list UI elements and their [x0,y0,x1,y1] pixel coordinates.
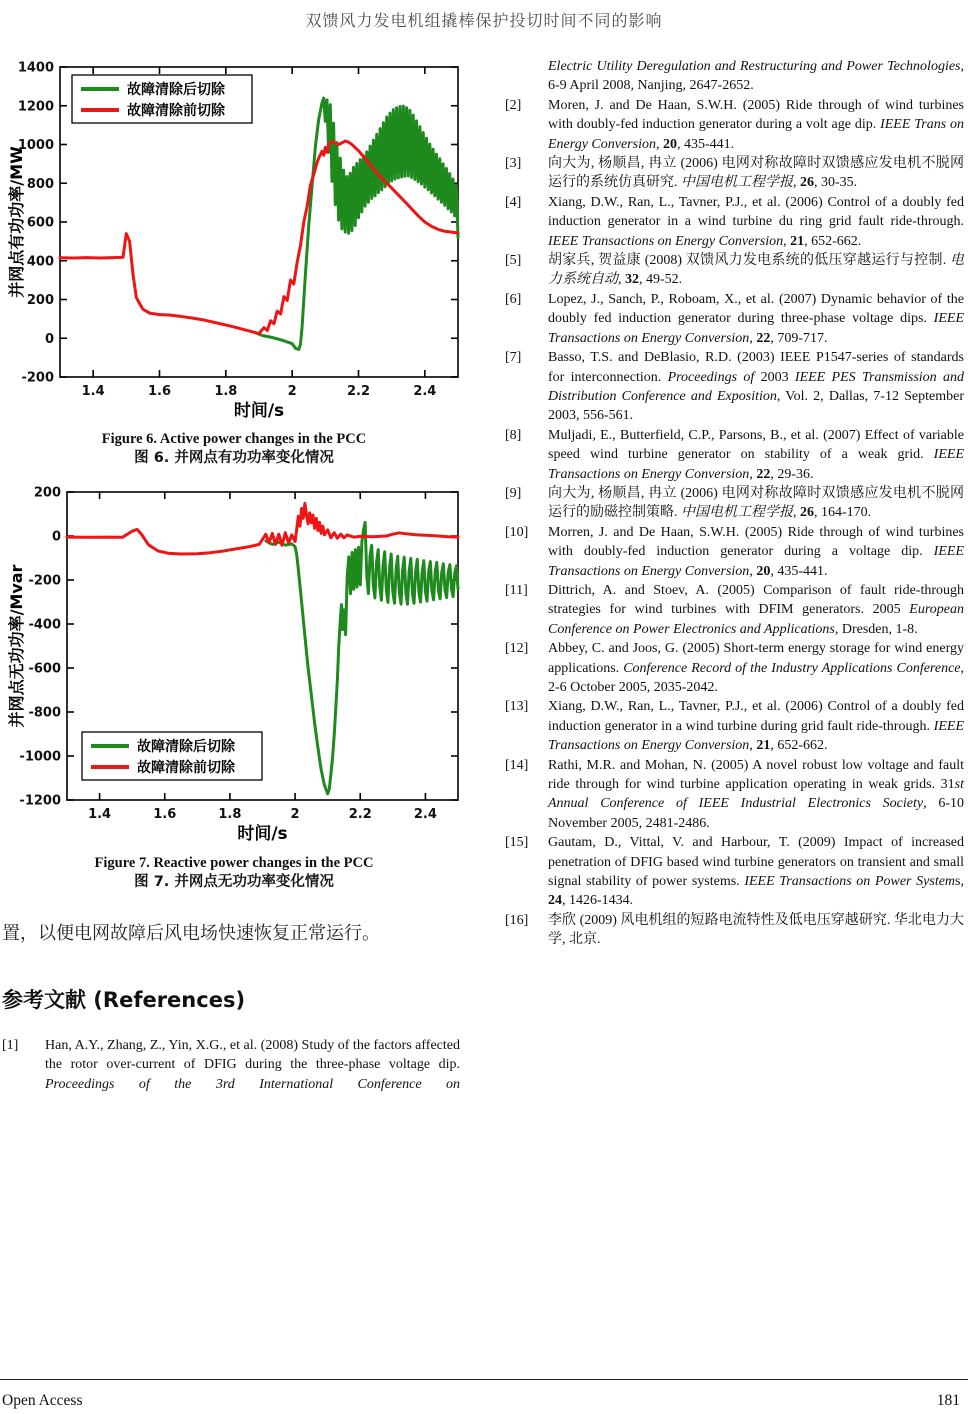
references-heading: 参考文献 (References) [2,988,246,1012]
reference-text-segment: IEEE Transactions on Energy Conversion [548,718,964,754]
reference-item [505,348,964,426]
reference-text-segment: , [749,738,757,754]
reference-label: [16] [505,912,529,928]
reference-label: [15] [505,835,529,851]
reference-text-segment: 20 [662,136,677,152]
figure-7 [8,482,468,855]
svg-text:1400: 1400 [17,60,54,76]
svg-text:1.4: 1.4 [81,384,105,399]
reference-text-segment: 中国电机工程学报 [681,505,793,521]
svg-text:-800: -800 [28,705,61,721]
reference-text-segment: Morren, J. and De Haan, S.W.H. (2005) Ride through of wind turbines with doubly-fed induction generator during a voltage dip. [548,524,964,560]
reference-text-segment: 26 [800,505,814,521]
reference-text-segment: IEEE PES Transmission and Distribution Conference and Exposition [548,369,965,404]
reference-text-segment: 26 [800,175,814,191]
legend-entry-label: 故障清除后切除 [137,739,235,755]
reference-item [505,581,964,639]
reference-text-segment: , [749,563,757,579]
references-list-left [2,1036,460,1094]
reference-text-segment: European Conference on Power Electronics and Applications [548,602,964,637]
reference-text-segment: , [749,330,757,346]
reference-text-segment: , 29-36. [770,466,814,482]
references-list-right [505,57,964,950]
footer-rule [0,1379,968,1380]
figure6-caption-zh: 图 6. 并网点有功功率变化情况 [134,450,334,466]
reference-text-segment: , 709-717. [770,330,828,346]
reference-text-segment: Han, A.Y., Zhang, Z., Yin, X.G., et al. (2008) Study of the factors affected the rotor over-current of DFIG during the three-phase voltage dip. [45,1038,460,1073]
svg-text:1.8: 1.8 [218,807,242,822]
reference-label: [13] [505,699,529,715]
reference-text-segment: Moren, J. and De Haan, S.W.H. (2005) Ride through of wind turbines with doubly-fed induction generator during a volt age dip. [548,97,964,133]
svg-text:-1200: -1200 [19,793,61,809]
svg-text:200: 200 [33,485,61,501]
reference-label: [8] [505,427,522,443]
legend-entry-label: 故障清除前切除 [127,103,225,119]
svg-text:-200: -200 [21,370,54,386]
reference-text-segment: Lopez, J., Sanch, P., Roboam, X., et al. (2007) Dynamic behavior of the doubly fed induction generator during three-phase voltage dips. [548,291,964,327]
reference-item [2,1036,460,1094]
figure7-caption-zh: 图 7. 并网点无功功率变化情况 [134,874,334,890]
svg-text:400: 400 [26,254,54,270]
reference-text-segment: 向大为, 杨顺昌, 冉立 (2006) 电网对称故障时双馈感应发电机不脱网运行的励磁控制策略. [548,485,964,521]
footer-open-access: Open Access [2,1392,83,1409]
reference-label: [3] [505,156,522,172]
figure-6 [8,55,468,428]
reference-label: [2] [505,97,522,113]
reference-item [505,639,964,697]
svg-text:0: 0 [44,331,54,347]
reference-text-segment: 中国电机工程学报 [681,175,793,191]
reference-text-segment: Gautam, D., Vittal, V. and Harbour, T. (2009) Impact of increased penetration of DFIG based wind turbine generators on transient and small signal stability of power systems. [548,835,964,890]
reference-text-segment: , 435-441. [770,563,828,579]
svg-text:2.2: 2.2 [346,384,371,399]
reference-text-segment: Proceedings of [667,369,761,385]
reference-text-segment: , 164-170. [814,505,872,521]
y-axis-label: 并网点有功功率/MW [8,146,26,298]
svg-text:1200: 1200 [17,99,54,115]
svg-text:1.6: 1.6 [147,384,172,399]
reference-text-segment: s, [955,874,964,890]
reference-text-segment: , 652-662. [770,738,828,754]
reference-text-segment: , [783,233,791,249]
legend-entry-label: 故障清除前切除 [137,760,235,776]
reference-item [505,911,964,950]
reference-label: [1] [2,1038,19,1053]
series-line [67,503,458,554]
reference-text-segment: Electric Utility Deregulation and Restructuring and Power Technologies [548,59,961,74]
reference-item [505,96,964,154]
svg-text:-400: -400 [28,617,61,633]
reference-text-segment: 电力系统自动 [548,253,964,288]
svg-text:1.8: 1.8 [214,384,238,399]
reference-text-segment: 32 [625,272,639,288]
reference-label: [14] [505,757,529,773]
figure6-caption [8,430,460,468]
reference-text-segment: , [655,136,663,152]
reference-item [505,756,964,834]
reference-text-segment: IEEE Transactions on Energy Conversion [548,447,964,482]
reference-text-segment: , 652-662. [804,233,862,249]
svg-text:-600: -600 [28,661,61,677]
footer-page-number: 181 [936,1392,960,1409]
reference-text-segment: Proceedings of the 3rd International Conference on [45,1076,460,1092]
legend-entry-label: 故障清除后切除 [127,82,225,98]
reference-text-segment: st Annual Conference of IEEE Industrial Electronics Society [548,777,964,812]
reference-item [505,290,964,348]
reference-text-segment: Xiang, D.W., Ran, L., Tavner, P.J., et al. (2006) Control of a doubly fed induction generator in a wind turbine du ring grid fault ride-through. [548,194,964,230]
svg-text:-200: -200 [28,573,61,589]
reference-item [505,154,964,193]
y-axis-label: 并网点无功功率/Mvar [8,564,26,728]
reference-label: [4] [505,194,522,210]
reference-label: [12] [505,641,529,657]
reference-text-segment: , 2-6 October 2005, 2035-2042. [548,660,964,695]
reference-item [505,426,964,484]
reference-text-segment: , 435-441. [676,136,735,152]
page-header-title: 双馈风力发电机组撬棒保护投切时间不同的影响 [305,11,663,30]
reference-text-segment: IEEE Transactions on Power System [744,874,956,890]
reference-text-segment: 21 [790,233,805,249]
reference-text-segment: IEEE Transactions on Energy Conversion [548,311,964,346]
reference-text-segment: , 6-9 April 2008, Nanjing, 2647-2652. [548,59,964,94]
reference-text-segment: , Vol. 2, Dallas, 7-12 September 2003, 556-561. [548,388,964,424]
svg-text:200: 200 [26,293,54,308]
svg-text:1.6: 1.6 [153,807,177,822]
reference-text-segment: IEEE Transactions on Energy Conversion [548,233,784,249]
reference-item [505,251,964,290]
reference-text-segment: , 30-35. [814,175,858,191]
reference-text-segment: 2003 [760,369,795,385]
reference-text-segment: 向大为, 杨顺昌, 冉立 (2006) 电网对称故障时双馈感应发电机不脱网运行的系统仿真研究. [548,156,964,191]
x-axis-label: 时间/s [237,824,288,844]
svg-text:1000: 1000 [17,138,54,153]
reference-text-segment: Dittrich, A. and Stoev, A. (2005) Comparison of fault ride-through strategies for wind turbines with DFIM generators. 2005 [548,582,964,618]
reference-item [505,57,964,96]
reference-text-segment: Abbey, C. and Joos, G. (2005) Short-term energy storage for wind energy applications. [548,641,964,676]
svg-text:2.2: 2.2 [348,807,372,822]
figure6-chart [8,55,468,423]
reference-label: [10] [505,524,529,540]
reference-label: [6] [505,291,522,307]
reference-text-segment: 胡家兵, 贺益康 (2008) 双馈风力发电系统的低压穿越运行与控制. [548,253,950,269]
x-axis-label: 时间/s [233,401,285,421]
reference-text-segment: 22 [756,330,771,346]
reference-text-segment: , 49-52. [639,272,683,288]
reference-label: [5] [505,253,522,269]
reference-text-segment: Conference Record of the Industry Applications Conference [623,660,961,676]
reference-text-segment: Basso, T.S. and DeBlasio, R.D. (2003) IEEE P1547-series of standards for interconnection. [548,350,964,385]
reference-item [505,193,964,251]
legend [82,732,262,780]
reference-text-segment: IEEE Trans on Energy Conversion [548,117,965,152]
reference-text-segment: , 6-10 November 2005, 2481-2486. [548,796,964,831]
reference-text-segment: , [793,175,800,191]
reference-text-segment: Muljadi, E., Butterfield, C.P., Parsons, B., et al. (2007) Effect of variable speed wind turbine generator on stability of a weak grid. [548,427,964,463]
figure7-caption-en: Figure 7. Reactive power changes in the PCC [94,855,374,871]
reference-item [505,523,964,581]
reference-text-segment: , [618,272,625,288]
svg-text:2.4: 2.4 [413,384,437,399]
reference-text-segment: 22 [756,466,771,482]
reference-text-segment: 20 [756,563,771,579]
reference-text-segment: 24 [548,893,562,909]
reference-label: [11] [505,582,528,598]
reference-item [505,833,964,911]
reference-text-segment: Rathi, M.R. and Mohan, N. (2005) A novel robust low voltage and fault ride through for wind turbine application operating in weak grids. 31 [548,757,964,793]
svg-text:600: 600 [26,215,54,231]
reference-item [505,697,964,755]
svg-text:-1000: -1000 [19,749,61,765]
reference-item [505,484,964,523]
legend [72,75,252,123]
reference-label: [9] [505,485,522,501]
svg-text:2.4: 2.4 [413,807,437,822]
reference-text-segment: 李欣 (2009) 风电机组的短路电流特性及低电压穿越研究. 华北电力大学, 北京. [548,912,964,948]
reference-text-segment: , [749,466,757,482]
svg-text:2: 2 [287,384,297,399]
svg-text:2: 2 [290,807,300,822]
reference-label: [7] [505,350,522,366]
reference-text-segment: , [793,505,800,521]
figure7-caption [8,854,460,892]
svg-text:800: 800 [26,176,54,192]
reference-text-segment: , Dresden, 1-8. [834,621,918,637]
reference-text-segment: IEEE Transactions on Energy Conversion [548,544,964,579]
figure6-caption-en: Figure 6. Active power changes in the PCC [101,431,367,447]
series-line [266,522,458,793]
body-paragraph: 置，以便电网故障后风电场快速恢复正常运行。 [2,923,380,944]
reference-text-segment: Xiang, D.W., Ran, L., Tavner, P.J., et al. (2006) Control of a doubly fed induction generator in a wind turbine during grid fault ride-through. [548,699,964,734]
reference-text-segment: , 1426-1434. [562,893,634,909]
svg-text:0: 0 [51,529,61,545]
figure7-chart [8,482,468,850]
svg-text:1.4: 1.4 [88,807,112,822]
reference-text-segment: 21 [756,738,771,754]
